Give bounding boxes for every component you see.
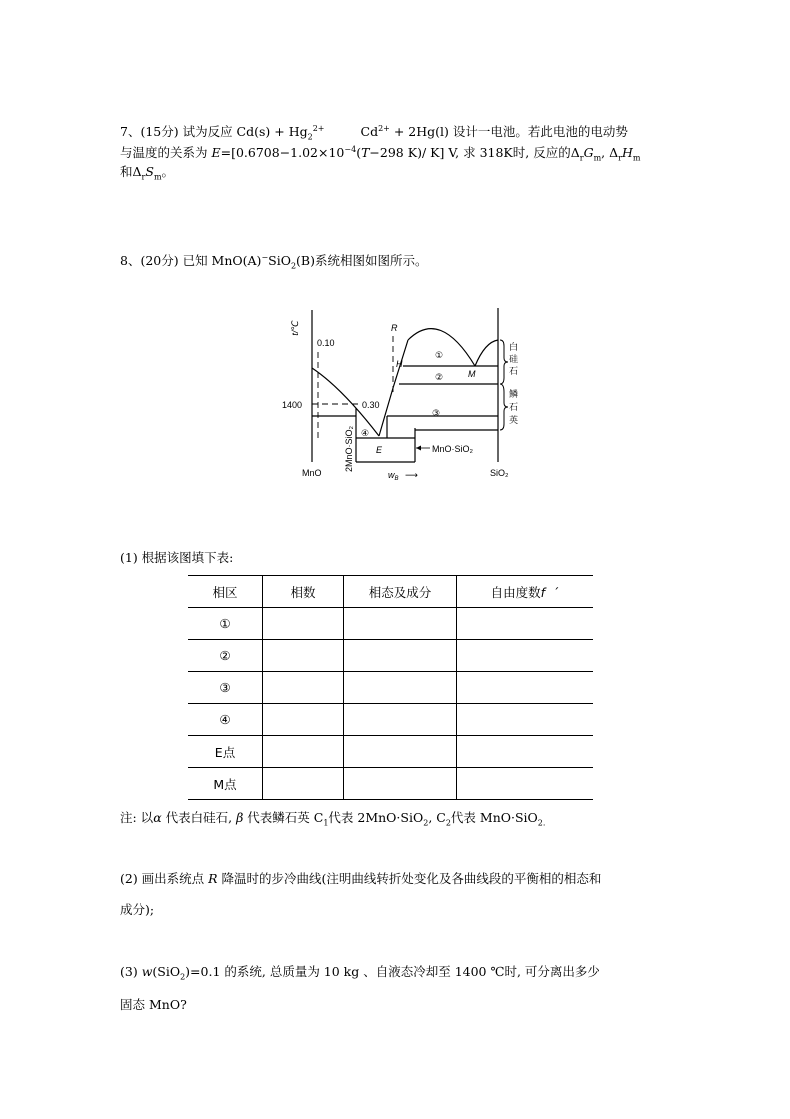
w-symbol: w	[141, 964, 153, 979]
blank-cell[interactable]	[263, 672, 344, 704]
beta-symbol: β	[236, 810, 244, 825]
blank-cell[interactable]	[344, 640, 457, 672]
q7-text: 7、(15分) 试为反应 Cd(s) + Hg	[120, 124, 308, 140]
x-axis-left: MnO	[302, 468, 322, 478]
q7-sup: −4	[344, 145, 357, 154]
label-shi-2: 石	[509, 402, 519, 412]
sub3-line-2: 固态 MnO?	[120, 997, 187, 1012]
note-text: 注: 以	[120, 810, 154, 825]
header-cell: 相态及成分	[344, 576, 457, 608]
q7-text: 和Δ	[120, 164, 142, 179]
note-text: , C	[428, 810, 446, 825]
label-010: 0.10	[317, 338, 335, 348]
region-cell: ①	[188, 608, 263, 640]
gibbs-symbol: G	[583, 145, 594, 161]
phase-table	[188, 575, 593, 800]
point-R-ref: R	[208, 871, 218, 886]
blank-cell[interactable]	[263, 640, 344, 672]
blank-cell[interactable]	[457, 672, 594, 704]
alpha-symbol: α	[153, 810, 162, 825]
q7-line-3	[120, 158, 174, 191]
note-sub: 2	[423, 818, 429, 828]
tick-1400: 1400	[282, 400, 303, 410]
q7-sup: 2+	[378, 124, 390, 133]
q7-sub: 2	[307, 132, 313, 142]
blank-cell[interactable]	[263, 608, 344, 640]
label-gui: 硅	[509, 354, 519, 364]
note-text: 代表白硅石,	[161, 810, 237, 825]
q7-text: 与温度的关系为	[120, 145, 212, 161]
label-030: 0.30	[362, 400, 380, 410]
compound-left-label: 2MnO·SiO₂	[344, 425, 354, 472]
q8-sup: −	[261, 253, 269, 262]
region-1: ①	[435, 350, 444, 360]
q7-text: 。	[161, 164, 175, 179]
sub3-line-1	[120, 962, 600, 988]
header-cell: 相区	[188, 576, 263, 608]
region-4: ④	[361, 428, 370, 438]
note-sub: 2	[445, 818, 451, 828]
q7-text: −298 K)/ K] V, 求 318K时, 反应的Δ	[369, 145, 580, 161]
table-note	[120, 808, 545, 834]
header-cell: 自由度数f ´	[457, 576, 594, 608]
point-H: H	[396, 359, 403, 369]
label-bai: 白	[509, 342, 519, 352]
point-M: M	[468, 369, 476, 379]
sub2-line-2: 成分);	[120, 902, 155, 917]
q7-sub: m	[632, 153, 641, 163]
region-cell: ④	[188, 704, 263, 736]
x-axis-arrow: ⟶	[405, 470, 418, 480]
note-sub: 2.	[537, 818, 546, 828]
blank-cell[interactable]	[344, 736, 457, 768]
table-row	[188, 736, 593, 768]
liquidus-right	[379, 340, 408, 436]
blank-cell[interactable]	[344, 608, 457, 640]
q7-text: =[0.6708−1.02×10	[220, 145, 345, 161]
q7-text: (	[356, 145, 362, 161]
q8-text: SiO	[268, 253, 291, 269]
q8-text: 8、(20分) 已知 MnO(A)	[120, 253, 262, 269]
enthalpy-symbol: H	[621, 145, 633, 161]
q7-text: Cd	[360, 124, 379, 140]
table-row	[188, 672, 593, 704]
q7-sub: m	[593, 153, 602, 163]
note-text: 代表鳞石英 C	[243, 810, 324, 825]
sub3-text: )=0.1 的系统, 总质量为 10 kg 、自液态冷却至 1400 ℃时, 可分离出多少	[185, 964, 600, 979]
q7-sub: r	[579, 153, 584, 163]
q8-text: (B)系统相图如图所示。	[296, 253, 428, 269]
pointer-arrowhead	[416, 446, 421, 451]
table-row	[188, 704, 593, 736]
sub2-line-1	[120, 869, 601, 889]
blank-cell[interactable]	[457, 640, 594, 672]
sub2-text: 降温时的步冷曲线(注明曲线转折处变化及各曲线段的平衡相的相态和	[217, 871, 602, 886]
blank-cell[interactable]	[457, 736, 594, 768]
note-text: 代表 2MnO·SiO	[328, 810, 424, 825]
compound-right-label: MnO·SiO₂	[432, 444, 473, 454]
note-text: 代表 MnO·SiO	[450, 810, 538, 825]
q8-sub: 2	[290, 261, 297, 271]
x-axis-mid-w: $w_B$	[388, 470, 399, 482]
x-axis-right: SiO₂	[490, 468, 509, 478]
temperature-symbol: T	[361, 145, 370, 161]
blank-cell[interactable]	[457, 768, 594, 800]
phase-diagram	[280, 300, 520, 485]
q7-text: + 2Hg(l) 设计一电池。若此电池的电动势	[389, 124, 628, 140]
sub3-text: (SiO	[152, 964, 181, 979]
blank-cell[interactable]	[457, 608, 594, 640]
q7-sub: m	[153, 172, 162, 182]
blank-cell[interactable]	[263, 704, 344, 736]
region-cell: M点	[188, 768, 263, 800]
entropy-symbol: S	[145, 164, 154, 179]
q8-title	[120, 244, 428, 280]
region-cell: ②	[188, 640, 263, 672]
note-sub: 1	[323, 818, 329, 828]
tridymite-brace	[500, 384, 508, 430]
label-ying: 英	[509, 415, 519, 425]
region-cell: ③	[188, 672, 263, 704]
cristobalite-brace	[500, 340, 508, 384]
q7-text: , Δ	[601, 145, 619, 161]
q7-line-2	[120, 136, 640, 172]
region-2: ②	[435, 372, 444, 382]
emf-symbol: E	[211, 145, 221, 161]
table-row	[188, 768, 593, 800]
blank-cell[interactable]	[344, 704, 457, 736]
blank-cell[interactable]	[263, 768, 344, 800]
blank-cell[interactable]	[457, 704, 594, 736]
point-E: E	[376, 445, 383, 455]
sub2-text: (2) 画出系统点	[120, 871, 209, 886]
blank-cell[interactable]	[263, 736, 344, 768]
point-R: R	[391, 323, 398, 333]
q7-sub: r	[618, 153, 622, 163]
label-shi-1: 石	[509, 366, 519, 376]
liquid-dome	[408, 329, 475, 366]
y-axis-label: t/℃	[290, 320, 300, 336]
region-cell: E点	[188, 736, 263, 768]
q7-sub: r	[141, 172, 146, 182]
sub1-title: (1) 根据该图填下表:	[120, 550, 234, 565]
table-header-row	[188, 576, 593, 608]
label-lin: 鳞	[509, 389, 519, 399]
sub3-text: (3)	[120, 964, 142, 979]
region-3: ③	[432, 408, 441, 418]
header-cell: 相数	[263, 576, 344, 608]
q7-sup: 2+	[312, 124, 325, 133]
blank-cell[interactable]	[344, 672, 457, 704]
table-row	[188, 608, 593, 640]
cristobalite-liquidus	[475, 340, 498, 366]
sub3-sub: 2	[180, 972, 186, 982]
blank-cell[interactable]	[344, 768, 457, 800]
table-row	[188, 640, 593, 672]
